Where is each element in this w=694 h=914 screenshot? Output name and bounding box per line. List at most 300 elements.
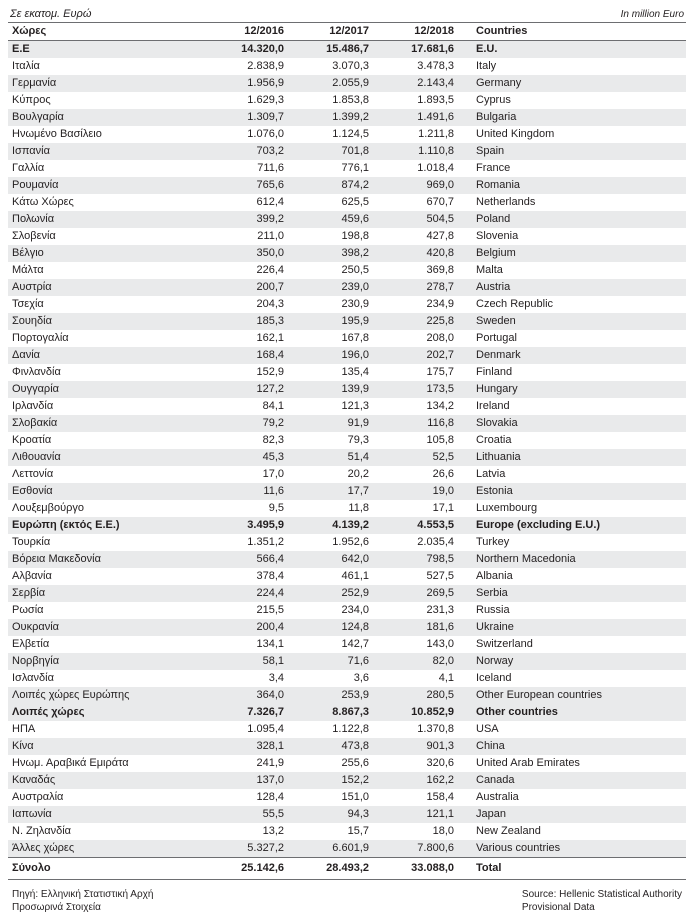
row-value-12-2018: 420,8 bbox=[373, 245, 458, 262]
row-value-12-2017: 195,9 bbox=[288, 313, 373, 330]
row-name-greek: Γερμανία bbox=[8, 75, 203, 92]
row-value-12-2017: 1.124,5 bbox=[288, 126, 373, 143]
row-name-greek: Κάτω Χώρες bbox=[8, 194, 203, 211]
table-header bbox=[8, 23, 686, 41]
row-gap bbox=[458, 704, 472, 721]
row-value-12-2016: 1.095,4 bbox=[203, 721, 288, 738]
row-value-12-2017: 121,3 bbox=[288, 398, 373, 415]
row-value-12-2017: 473,8 bbox=[288, 738, 373, 755]
row-value-12-2018: 427,8 bbox=[373, 228, 458, 245]
row-name-greek: Ευρώπη (εκτός Ε.Ε.) bbox=[8, 517, 203, 534]
row-value-12-2017: 198,8 bbox=[288, 228, 373, 245]
row-name-english: E.U. bbox=[472, 41, 686, 59]
row-gap bbox=[458, 41, 472, 59]
table-body bbox=[8, 41, 686, 880]
row-name-greek: Κίνα bbox=[8, 738, 203, 755]
row-name-english: Latvia bbox=[472, 466, 686, 483]
row-value-12-2018: 121,1 bbox=[373, 806, 458, 823]
row-name-english: France bbox=[472, 160, 686, 177]
table-row bbox=[8, 415, 686, 432]
row-name-english: Sweden bbox=[472, 313, 686, 330]
table-row bbox=[8, 109, 686, 126]
row-value-12-2016: 765,6 bbox=[203, 177, 288, 194]
row-value-12-2016: 378,4 bbox=[203, 568, 288, 585]
table-row bbox=[8, 789, 686, 806]
row-name-english: Lithuania bbox=[472, 449, 686, 466]
table-row bbox=[8, 806, 686, 823]
row-value-12-2016: 211,0 bbox=[203, 228, 288, 245]
table-row bbox=[8, 75, 686, 92]
row-value-12-2017: 1.399,2 bbox=[288, 109, 373, 126]
table-row bbox=[8, 823, 686, 840]
row-gap bbox=[458, 160, 472, 177]
row-value-12-2018: 2.035,4 bbox=[373, 534, 458, 551]
row-gap bbox=[458, 313, 472, 330]
row-value-12-2018: 269,5 bbox=[373, 585, 458, 602]
row-gap bbox=[458, 823, 472, 840]
row-name-english: Luxembourg bbox=[472, 500, 686, 517]
row-value-12-2016: 11,6 bbox=[203, 483, 288, 500]
row-value-12-2016: 200,7 bbox=[203, 279, 288, 296]
row-value-12-2018: 278,7 bbox=[373, 279, 458, 296]
row-value-12-2017: 625,5 bbox=[288, 194, 373, 211]
row-name-greek: Ουγγαρία bbox=[8, 381, 203, 398]
row-gap bbox=[458, 568, 472, 585]
table-row bbox=[8, 177, 686, 194]
row-value-12-2018: 26,6 bbox=[373, 466, 458, 483]
row-value-12-2017: 20,2 bbox=[288, 466, 373, 483]
row-value-12-2018: 162,2 bbox=[373, 772, 458, 789]
row-name-english: Spain bbox=[472, 143, 686, 160]
row-name-greek: Λεττονία bbox=[8, 466, 203, 483]
row-value-12-2016: 328,1 bbox=[203, 738, 288, 755]
countries-table bbox=[8, 23, 686, 880]
row-value-12-2017: 776,1 bbox=[288, 160, 373, 177]
source-greek-line2: Προσωρινά Στοιχεία bbox=[12, 902, 101, 913]
row-gap bbox=[458, 534, 472, 551]
row-gap bbox=[458, 670, 472, 687]
row-value-12-2018: 527,5 bbox=[373, 568, 458, 585]
row-value-12-2018: 116,8 bbox=[373, 415, 458, 432]
source-english-line1: Source: Hellenic Statistical Authority bbox=[521, 889, 682, 900]
row-value-12-2016: 3.495,9 bbox=[203, 517, 288, 534]
row-gap bbox=[458, 58, 472, 75]
row-value-12-2016: 204,3 bbox=[203, 296, 288, 313]
row-value-12-2016: 134,1 bbox=[203, 636, 288, 653]
row-value-12-2018: 134,2 bbox=[373, 398, 458, 415]
row-name-english: Poland bbox=[472, 211, 686, 228]
row-value-12-2017: 15.486,7 bbox=[288, 41, 373, 59]
row-value-12-2017: 152,2 bbox=[288, 772, 373, 789]
caption-row bbox=[8, 0, 686, 22]
table-row bbox=[8, 92, 686, 109]
row-gap bbox=[458, 653, 472, 670]
row-name-greek: Ηνωμ. Αραβικά Εμιράτα bbox=[8, 755, 203, 772]
row-value-12-2017: 135,4 bbox=[288, 364, 373, 381]
row-value-12-2018: 82,0 bbox=[373, 653, 458, 670]
row-value-12-2016: 137,0 bbox=[203, 772, 288, 789]
table-row bbox=[8, 432, 686, 449]
row-name-english: Total bbox=[472, 858, 686, 880]
row-gap bbox=[458, 551, 472, 568]
row-name-english: USA bbox=[472, 721, 686, 738]
row-name-english: Other countries bbox=[472, 704, 686, 721]
row-name-english: Japan bbox=[472, 806, 686, 823]
row-name-english: Malta bbox=[472, 262, 686, 279]
row-value-12-2017: 51,4 bbox=[288, 449, 373, 466]
row-value-12-2016: 612,4 bbox=[203, 194, 288, 211]
row-gap bbox=[458, 279, 472, 296]
row-gap bbox=[458, 415, 472, 432]
row-name-greek: Λουξεμβούργο bbox=[8, 500, 203, 517]
row-gap bbox=[458, 517, 472, 534]
row-value-12-2016: 241,9 bbox=[203, 755, 288, 772]
row-gap bbox=[458, 840, 472, 858]
row-name-greek: Βέλγιο bbox=[8, 245, 203, 262]
row-value-12-2017: 91,9 bbox=[288, 415, 373, 432]
table-row bbox=[8, 330, 686, 347]
row-value-12-2016: 1.351,2 bbox=[203, 534, 288, 551]
table-row bbox=[8, 194, 686, 211]
table-row bbox=[8, 858, 686, 880]
row-value-12-2018: 173,5 bbox=[373, 381, 458, 398]
row-value-12-2016: 162,1 bbox=[203, 330, 288, 347]
row-value-12-2017: 1.952,6 bbox=[288, 534, 373, 551]
row-value-12-2018: 19,0 bbox=[373, 483, 458, 500]
row-name-english: Portugal bbox=[472, 330, 686, 347]
row-value-12-2018: 33.088,0 bbox=[373, 858, 458, 880]
row-name-english: Hungary bbox=[472, 381, 686, 398]
row-name-greek: Ηνωμένο Βασίλειο bbox=[8, 126, 203, 143]
row-value-12-2018: 1.018,4 bbox=[373, 160, 458, 177]
table-row bbox=[8, 279, 686, 296]
row-gap bbox=[458, 772, 472, 789]
row-name-english: Europe (excluding E.U.) bbox=[472, 517, 686, 534]
row-value-12-2018: 202,7 bbox=[373, 347, 458, 364]
row-gap bbox=[458, 858, 472, 880]
row-name-english: New Zealand bbox=[472, 823, 686, 840]
row-value-12-2017: 1.122,8 bbox=[288, 721, 373, 738]
row-value-12-2017: 253,9 bbox=[288, 687, 373, 704]
row-value-12-2018: 1.110,8 bbox=[373, 143, 458, 160]
row-value-12-2017: 874,2 bbox=[288, 177, 373, 194]
row-gap bbox=[458, 619, 472, 636]
row-gap bbox=[458, 466, 472, 483]
row-name-greek: Δανία bbox=[8, 347, 203, 364]
row-value-12-2018: 17,1 bbox=[373, 500, 458, 517]
row-value-12-2017: 234,0 bbox=[288, 602, 373, 619]
row-value-12-2017: 250,5 bbox=[288, 262, 373, 279]
row-value-12-2016: 200,4 bbox=[203, 619, 288, 636]
row-name-english: Switzerland bbox=[472, 636, 686, 653]
row-value-12-2016: 14.320,0 bbox=[203, 41, 288, 59]
caption-right-english: In million Euro bbox=[620, 9, 684, 20]
row-name-greek: Τσεχία bbox=[8, 296, 203, 313]
row-value-12-2018: 3.478,3 bbox=[373, 58, 458, 75]
row-value-12-2017: 398,2 bbox=[288, 245, 373, 262]
row-name-english: Czech Republic bbox=[472, 296, 686, 313]
table-row bbox=[8, 704, 686, 721]
row-value-12-2016: 82,3 bbox=[203, 432, 288, 449]
row-value-12-2017: 17,7 bbox=[288, 483, 373, 500]
row-name-english: Canada bbox=[472, 772, 686, 789]
row-name-english: Other European countries bbox=[472, 687, 686, 704]
header-countries-greek: Χώρες bbox=[8, 23, 203, 41]
row-name-english: United Kingdom bbox=[472, 126, 686, 143]
header-12-2016: 12/2016 bbox=[203, 23, 288, 41]
row-gap bbox=[458, 602, 472, 619]
row-value-12-2017: 196,0 bbox=[288, 347, 373, 364]
header-countries-english: Countries bbox=[472, 23, 686, 41]
row-value-12-2017: 11,8 bbox=[288, 500, 373, 517]
header-12-2017: 12/2017 bbox=[288, 23, 373, 41]
row-name-greek: ΗΠΑ bbox=[8, 721, 203, 738]
row-name-greek: Σουηδία bbox=[8, 313, 203, 330]
row-name-greek: Φινλανδία bbox=[8, 364, 203, 381]
table-row bbox=[8, 211, 686, 228]
table-row bbox=[8, 619, 686, 636]
table-row bbox=[8, 160, 686, 177]
row-name-english: Italy bbox=[472, 58, 686, 75]
row-value-12-2017: 124,8 bbox=[288, 619, 373, 636]
table-row bbox=[8, 738, 686, 755]
table-row bbox=[8, 449, 686, 466]
row-value-12-2018: 18,0 bbox=[373, 823, 458, 840]
row-gap bbox=[458, 177, 472, 194]
row-name-greek: Λοιπές χώρες Ευρώπης bbox=[8, 687, 203, 704]
row-name-english: Bulgaria bbox=[472, 109, 686, 126]
row-value-12-2016: 1.076,0 bbox=[203, 126, 288, 143]
row-value-12-2016: 168,4 bbox=[203, 347, 288, 364]
table-row bbox=[8, 534, 686, 551]
row-gap bbox=[458, 687, 472, 704]
row-gap bbox=[458, 806, 472, 823]
row-value-12-2016: 58,1 bbox=[203, 653, 288, 670]
source-greek bbox=[12, 888, 153, 914]
table-row bbox=[8, 551, 686, 568]
row-gap bbox=[458, 738, 472, 755]
row-name-greek: Αυστρία bbox=[8, 279, 203, 296]
row-value-12-2016: 127,2 bbox=[203, 381, 288, 398]
table-row bbox=[8, 126, 686, 143]
row-value-12-2018: 231,3 bbox=[373, 602, 458, 619]
table-row bbox=[8, 245, 686, 262]
row-name-greek: Σερβία bbox=[8, 585, 203, 602]
row-value-12-2018: 1.491,6 bbox=[373, 109, 458, 126]
row-value-12-2018: 280,5 bbox=[373, 687, 458, 704]
row-gap bbox=[458, 245, 472, 262]
row-gap bbox=[458, 126, 472, 143]
row-name-english: Estonia bbox=[472, 483, 686, 500]
footer bbox=[8, 888, 686, 914]
row-value-12-2018: 143,0 bbox=[373, 636, 458, 653]
row-gap bbox=[458, 330, 472, 347]
row-value-12-2016: 13,2 bbox=[203, 823, 288, 840]
row-name-english: Iceland bbox=[472, 670, 686, 687]
row-name-greek: Ε.Ε bbox=[8, 41, 203, 59]
table-row bbox=[8, 687, 686, 704]
row-name-english: Slovenia bbox=[472, 228, 686, 245]
table-row bbox=[8, 466, 686, 483]
row-value-12-2017: 6.601,9 bbox=[288, 840, 373, 858]
row-gap bbox=[458, 755, 472, 772]
row-value-12-2018: 4.553,5 bbox=[373, 517, 458, 534]
row-value-12-2018: 1.370,8 bbox=[373, 721, 458, 738]
row-name-greek: Μάλτα bbox=[8, 262, 203, 279]
row-gap bbox=[458, 75, 472, 92]
source-english bbox=[522, 888, 682, 914]
row-value-12-2017: 239,0 bbox=[288, 279, 373, 296]
row-gap bbox=[458, 211, 472, 228]
row-gap bbox=[458, 109, 472, 126]
row-value-12-2018: 504,5 bbox=[373, 211, 458, 228]
table-row bbox=[8, 585, 686, 602]
row-name-greek: Ουκρανία bbox=[8, 619, 203, 636]
row-value-12-2016: 25.142,6 bbox=[203, 858, 288, 880]
table-row bbox=[8, 483, 686, 500]
row-value-12-2017: 255,6 bbox=[288, 755, 373, 772]
row-value-12-2016: 215,5 bbox=[203, 602, 288, 619]
row-value-12-2017: 3,6 bbox=[288, 670, 373, 687]
row-value-12-2017: 8.867,3 bbox=[288, 704, 373, 721]
row-value-12-2017: 167,8 bbox=[288, 330, 373, 347]
row-name-english: Ukraine bbox=[472, 619, 686, 636]
table-row bbox=[8, 772, 686, 789]
table-row bbox=[8, 228, 686, 245]
header-12-2018: 12/2018 bbox=[373, 23, 458, 41]
table-row bbox=[8, 840, 686, 858]
row-value-12-2017: 28.493,2 bbox=[288, 858, 373, 880]
row-name-greek: Τουρκία bbox=[8, 534, 203, 551]
row-name-english: Croatia bbox=[472, 432, 686, 449]
row-value-12-2016: 7.326,7 bbox=[203, 704, 288, 721]
row-value-12-2018: 7.800,6 bbox=[373, 840, 458, 858]
row-gap bbox=[458, 381, 472, 398]
row-value-12-2017: 2.055,9 bbox=[288, 75, 373, 92]
row-name-greek: Ισλανδία bbox=[8, 670, 203, 687]
row-value-12-2017: 3.070,3 bbox=[288, 58, 373, 75]
row-gap bbox=[458, 262, 472, 279]
row-name-greek: Ρωσία bbox=[8, 602, 203, 619]
row-value-12-2018: 320,6 bbox=[373, 755, 458, 772]
row-name-greek: Ν. Ζηλανδία bbox=[8, 823, 203, 840]
row-name-english: Albania bbox=[472, 568, 686, 585]
table-row bbox=[8, 41, 686, 59]
row-gap bbox=[458, 398, 472, 415]
row-value-12-2017: 701,8 bbox=[288, 143, 373, 160]
row-value-12-2016: 711,6 bbox=[203, 160, 288, 177]
row-name-greek: Κροατία bbox=[8, 432, 203, 449]
row-value-12-2018: 670,7 bbox=[373, 194, 458, 211]
row-gap bbox=[458, 364, 472, 381]
row-gap bbox=[458, 449, 472, 466]
row-name-english: United Arab Emirates bbox=[472, 755, 686, 772]
row-value-12-2016: 5.327,2 bbox=[203, 840, 288, 858]
table-row bbox=[8, 500, 686, 517]
row-value-12-2016: 364,0 bbox=[203, 687, 288, 704]
row-name-english: Romania bbox=[472, 177, 686, 194]
row-name-greek: Πολωνία bbox=[8, 211, 203, 228]
row-value-12-2017: 15,7 bbox=[288, 823, 373, 840]
row-value-12-2016: 152,9 bbox=[203, 364, 288, 381]
row-value-12-2018: 234,9 bbox=[373, 296, 458, 313]
row-value-12-2016: 128,4 bbox=[203, 789, 288, 806]
row-gap bbox=[458, 296, 472, 313]
row-gap bbox=[458, 483, 472, 500]
row-value-12-2017: 94,3 bbox=[288, 806, 373, 823]
row-name-greek: Πορτογαλία bbox=[8, 330, 203, 347]
row-value-12-2016: 224,4 bbox=[203, 585, 288, 602]
row-gap bbox=[458, 92, 472, 109]
row-name-greek: Ρουμανία bbox=[8, 177, 203, 194]
source-english-line2: Provisional Data bbox=[521, 902, 595, 913]
row-value-12-2018: 798,5 bbox=[373, 551, 458, 568]
row-name-greek: Ιαπωνία bbox=[8, 806, 203, 823]
row-name-english: Russia bbox=[472, 602, 686, 619]
row-name-greek: Λιθουανία bbox=[8, 449, 203, 466]
row-value-12-2016: 226,4 bbox=[203, 262, 288, 279]
row-name-greek: Σλοβενία bbox=[8, 228, 203, 245]
row-name-greek: Ισπανία bbox=[8, 143, 203, 160]
row-gap bbox=[458, 194, 472, 211]
row-name-english: Finland bbox=[472, 364, 686, 381]
row-value-12-2016: 1.629,3 bbox=[203, 92, 288, 109]
row-value-12-2016: 84,1 bbox=[203, 398, 288, 415]
row-value-12-2018: 175,7 bbox=[373, 364, 458, 381]
header-gap bbox=[458, 23, 472, 41]
table-row bbox=[8, 636, 686, 653]
row-value-12-2017: 459,6 bbox=[288, 211, 373, 228]
row-name-greek: Σύνολο bbox=[8, 858, 203, 880]
row-value-12-2016: 3,4 bbox=[203, 670, 288, 687]
row-value-12-2018: 4,1 bbox=[373, 670, 458, 687]
row-value-12-2018: 181,6 bbox=[373, 619, 458, 636]
row-value-12-2018: 10.852,9 bbox=[373, 704, 458, 721]
row-name-english: Northern Macedonia bbox=[472, 551, 686, 568]
table-row bbox=[8, 568, 686, 585]
table-row bbox=[8, 721, 686, 738]
row-value-12-2017: 71,6 bbox=[288, 653, 373, 670]
row-value-12-2018: 901,3 bbox=[373, 738, 458, 755]
row-name-greek: Αυστραλία bbox=[8, 789, 203, 806]
row-value-12-2016: 350,0 bbox=[203, 245, 288, 262]
row-gap bbox=[458, 721, 472, 738]
row-name-english: Denmark bbox=[472, 347, 686, 364]
row-value-12-2016: 1.956,9 bbox=[203, 75, 288, 92]
row-name-greek: Νορβηγία bbox=[8, 653, 203, 670]
row-name-english: Various countries bbox=[472, 840, 686, 858]
row-value-12-2016: 2.838,9 bbox=[203, 58, 288, 75]
row-name-greek: Αλβανία bbox=[8, 568, 203, 585]
row-name-english: Norway bbox=[472, 653, 686, 670]
row-value-12-2017: 79,3 bbox=[288, 432, 373, 449]
row-value-12-2017: 142,7 bbox=[288, 636, 373, 653]
row-gap bbox=[458, 432, 472, 449]
row-value-12-2018: 17.681,6 bbox=[373, 41, 458, 59]
row-value-12-2017: 252,9 bbox=[288, 585, 373, 602]
row-gap bbox=[458, 500, 472, 517]
row-value-12-2018: 208,0 bbox=[373, 330, 458, 347]
table-row bbox=[8, 653, 686, 670]
row-value-12-2016: 17,0 bbox=[203, 466, 288, 483]
row-name-english: Belgium bbox=[472, 245, 686, 262]
table-row bbox=[8, 143, 686, 160]
row-value-12-2016: 1.309,7 bbox=[203, 109, 288, 126]
table-row bbox=[8, 398, 686, 415]
row-value-12-2016: 399,2 bbox=[203, 211, 288, 228]
row-gap bbox=[458, 228, 472, 245]
table-row bbox=[8, 602, 686, 619]
